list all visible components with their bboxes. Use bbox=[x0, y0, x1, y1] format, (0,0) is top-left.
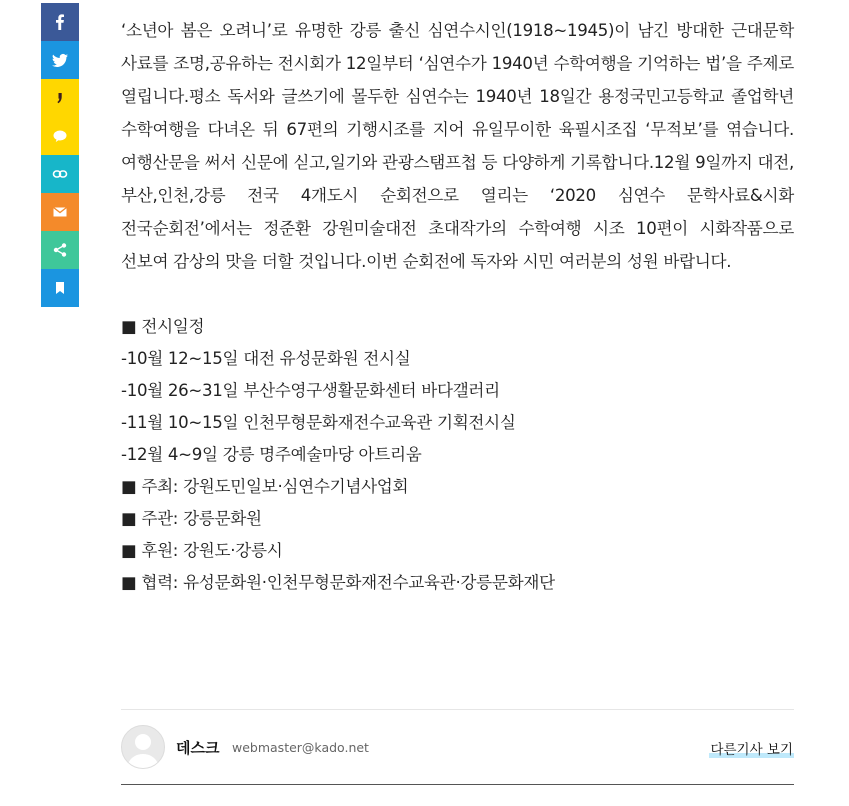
info-line: -12월 4~9일 강릉 명주예술마당 아트리움 bbox=[121, 445, 422, 464]
mail-icon bbox=[52, 204, 68, 220]
article-body: ‘소년아 봄은 오려니’로 유명한 강릉 출신 심연수시인(1918~1945)이 남긴 방대한 근대문학 사료를 조명,공유하는 전시회가 12일부터 ‘심연수가 1940년 수학여행을 기억하는 법’을 주제로 열립니다.평소 독서와 글쓰기에 몰두한 심연수는 1940년 18일간 용정국민고등학교 졸업학년 수학여행을 다녀온 뒤 67편의 기행시조를 지어 유일무이한 육필시조집 ‘무적보’를 엮습니다.여행산문을 써서 신문에 싣고,일기와 관광스탬프첩 등 다양하게 기록합니다.12월 9일까지 대전,부산,인천,강릉 전국 4개도시 순회전으로 열리는 ‘2020 심연수 문학사료&시화 전국순회전’에서는 정준환 강원미술대전 초대작가의 수학여행 시조 10편이 시화작품으로 선보여 감상의 맛을 더할 것입니다.이번 순회전에 독자와 시민 여러분의 성원 바랍니다. bbox=[121, 21, 794, 271]
link-icon bbox=[52, 166, 68, 182]
share-icon bbox=[52, 242, 68, 258]
more-share-button[interactable] bbox=[41, 231, 79, 269]
copy-link-button[interactable] bbox=[41, 155, 79, 193]
bookmark-button[interactable] bbox=[41, 269, 79, 307]
info-line: ■ 주최: 강원도민일보·심연수기념사업회 bbox=[121, 477, 409, 496]
avatar bbox=[121, 725, 165, 769]
info-line: -11월 10~15일 인천무형문화재전수교육관 기획전시실 bbox=[121, 413, 516, 432]
facebook-share-button[interactable] bbox=[41, 3, 79, 41]
twitter-icon bbox=[52, 52, 68, 68]
article-content bbox=[121, 14, 794, 599]
twitter-share-button[interactable] bbox=[41, 41, 79, 79]
author-name: 데스크 bbox=[176, 739, 220, 757]
info-line: -10월 12~15일 대전 유성문화원 전시실 bbox=[121, 349, 411, 368]
info-line: ■ 후원: 강원도·강릉시 bbox=[121, 541, 283, 560]
user-silhouette-icon bbox=[122, 726, 164, 768]
author-box bbox=[121, 725, 794, 769]
info-line: ■ 주관: 강릉문화원 bbox=[121, 509, 262, 528]
bookmark-icon bbox=[52, 280, 68, 296]
email-share-button[interactable] bbox=[41, 193, 79, 231]
info-line: ■ 전시일정 bbox=[121, 317, 205, 336]
other-articles-link[interactable]: 다른기사 보기 bbox=[709, 738, 794, 758]
author-divider-top bbox=[121, 709, 794, 710]
info-line: -10월 26~31일 부산수영구생활문화센터 바다갤러리 bbox=[121, 381, 500, 400]
author-divider-bottom bbox=[121, 784, 794, 785]
kakaostory-icon bbox=[52, 90, 68, 106]
kakaotalk-icon bbox=[52, 128, 68, 144]
info-line: ■ 협력: 유성문화원·인천무형문화재전수교육관·강릉문화재단 bbox=[121, 573, 555, 592]
facebook-icon bbox=[52, 14, 68, 30]
exhibition-info bbox=[121, 311, 794, 599]
kakaostory-share-button[interactable] bbox=[41, 79, 79, 117]
author-email[interactable]: webmaster@kado.net bbox=[232, 740, 369, 755]
kakaotalk-share-button[interactable] bbox=[41, 117, 79, 155]
share-toolbar bbox=[41, 3, 79, 307]
